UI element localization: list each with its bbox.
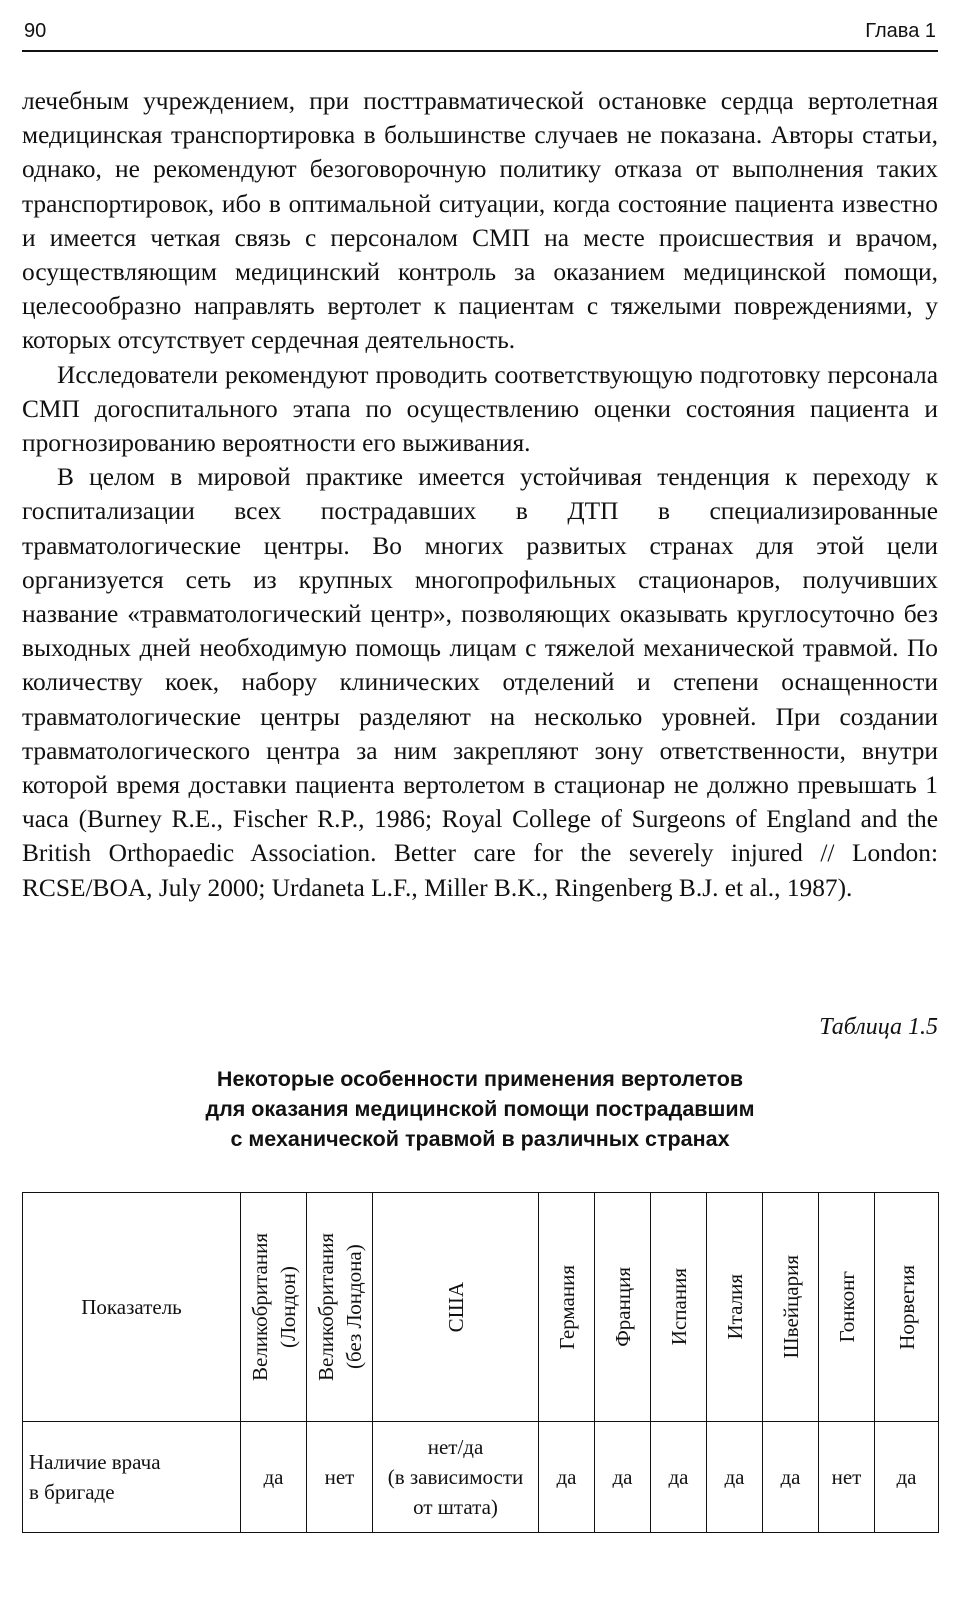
cell-switzerland: да	[763, 1422, 819, 1533]
table-label: Таблица 1.5	[819, 1014, 938, 1040]
page-number: 90	[24, 20, 47, 42]
table-title-line-1: Некоторые особенности применения вертолетов	[216, 1067, 744, 1091]
header-uk-london: Великобритания (Лондон)	[241, 1193, 307, 1422]
cell-norway: да	[875, 1422, 939, 1533]
header-italy: Италия	[707, 1193, 763, 1422]
table-row	[23, 1422, 939, 1533]
running-header	[22, 14, 938, 52]
paragraph-1: лечебным учреждением, при посттравматической остановке сердца вертолетная медицинская транспортировка в большинстве случаев не показана. Авторы статьи, однако, не рекомендуют безоговорочную политику отказа от выполнения таких транспортировок, ибо в оптимальной ситуации, когда состояние пациента известно и имеется четкая связь с персоналом СМП на месте происшествия и врачом, осуществляющим медицинский контроль за оказанием медицинской помощи, целесообразно направлять вертолет к пациентам с тяжелыми повреждениями, у которых отсутствует сердечная деятельность.	[22, 87, 938, 355]
cell-usa: нет/да (в зависимости от штата)	[373, 1422, 539, 1533]
row-label: Наличие врача в бригаде	[23, 1422, 241, 1533]
cell-uk-other: нет	[307, 1422, 373, 1533]
body-text	[22, 84, 938, 905]
cell-hongkong: нет	[819, 1422, 875, 1533]
header-switzerland: Швейцария	[763, 1193, 819, 1422]
header-uk-other: Великобритания (без Лондона)	[307, 1193, 373, 1422]
cell-germany: да	[539, 1422, 595, 1533]
header-usa: США	[373, 1193, 539, 1422]
table-title-line-2: для оказания медицинской помощи пострадавшим	[205, 1097, 755, 1121]
paragraph-3: В целом в мировой практике имеется устойчивая тенденция к переходу к госпитализации всех пострадавших в ДТП в специализированные травматологические центры. Во многих развитых странах для этой цели организуется сеть из крупных многопрофильных стационаров, получивших название «травматологический центр», позволяющих оказывать круглосуточно без выходных дней необходимую помощь лицам с тяжелой механической травмой. По количеству коек, набору клинических отделений и степени оснащенности травматологические центры разделяют на несколько уровней. При создании травматологического центра за ним закрепляют зону ответственности, внутри которой время доставки пациента вертолетом в стационар не должно превышать 1 часа (Burney R.E., Fischer R.P., 1986; Royal College of Surgeons of England and the British Orthopaedic Association. Better care for the severely injured // London: RCSE/BOA, July 2000; Urdaneta L.F., Miller B.K., Ringenberg B.J. et al., 1987).	[22, 463, 938, 902]
helicopter-table	[22, 1192, 939, 1533]
header-norway: Норвегия	[875, 1193, 939, 1422]
cell-france: да	[595, 1422, 651, 1533]
header-germany: Германия	[539, 1193, 595, 1422]
header-spain: Испания	[651, 1193, 707, 1422]
chapter-title: Глава 1	[865, 20, 936, 42]
cell-spain: да	[651, 1422, 707, 1533]
header-france: Франция	[595, 1193, 651, 1422]
cell-uk-london: да	[241, 1422, 307, 1533]
header-indicator: Показатель	[23, 1193, 241, 1422]
header-hongkong: Гонконг	[819, 1193, 875, 1422]
cell-italy: да	[707, 1422, 763, 1533]
paragraph-2: Исследователи рекомендуют проводить соответствующую подготовку персонала СМП догоспитального этапа по осуществлению оценки состояния пациента и прогнозированию вероятности его выживания.	[22, 360, 938, 458]
table-title	[22, 1064, 938, 1154]
table-title-line-3: с механической травмой в различных странах	[230, 1127, 730, 1151]
table-header-row	[23, 1193, 939, 1422]
